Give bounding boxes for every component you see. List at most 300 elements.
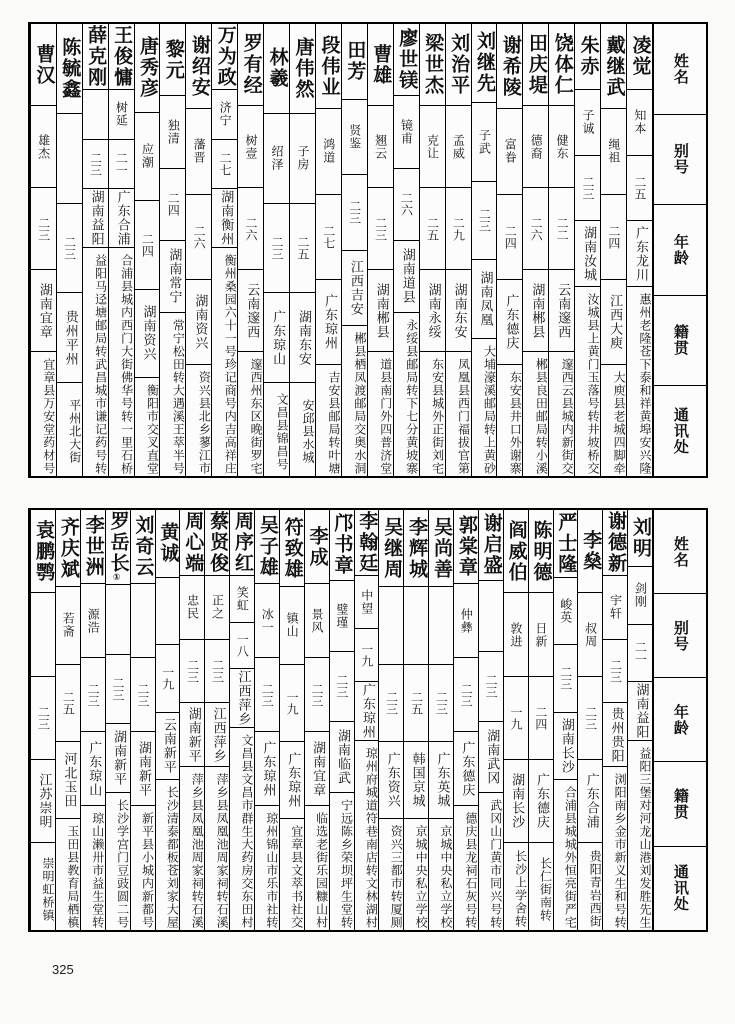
entry-native-place: 江苏崇明 (31, 760, 55, 843)
entry-native-place: 湖南常宁 (160, 241, 185, 313)
entry-age: 二六 (186, 195, 211, 280)
entry-native-place: 湖南东安 (290, 293, 315, 383)
entry-name: 谢绍安 (186, 24, 211, 109)
roster-entry-column (503, 510, 528, 930)
entry-address: 玉田县教育局栖槙 (65, 825, 80, 929)
entry-address: 资兴县北乡蓼江市 (197, 371, 212, 475)
header-address: 通讯处 (671, 864, 690, 913)
entry-age: 二四 (529, 677, 553, 760)
roster-entry-column (553, 510, 578, 930)
entry-age: 二三 (57, 204, 82, 294)
roster-entry-column (185, 24, 211, 476)
roster-entry-column (428, 510, 453, 930)
entry-alias: 若斋 (56, 587, 80, 664)
entry-alias: 中望 (355, 576, 379, 629)
entry-native-place: 湖南凤凰 (472, 260, 497, 339)
roster-entry-column (600, 24, 626, 476)
entry-address: 琼州府城道符巷南店转文林湖村 (364, 747, 379, 929)
entry-age: 二三 (454, 658, 478, 732)
entry-address: 衡州桑园六十一号珍记商号内吉高祥庄 (223, 254, 238, 475)
entry-alias: 璧瑾 (330, 581, 354, 652)
entry-name: 林羲 (264, 24, 289, 114)
entry-alias (479, 581, 503, 652)
entry-age: 二四 (601, 195, 626, 280)
entry-native-place: 湖南武冈 (479, 722, 503, 793)
entry-native-place: 湖南东安 (446, 270, 471, 352)
entry-alias: 绍泽 (264, 114, 289, 204)
roster-entry-column (602, 510, 627, 930)
entry-address: 宁远陈乡荣坝坪生堂转 (339, 799, 354, 929)
entry-name: 曹雄 (368, 24, 393, 106)
entry-alias (31, 593, 55, 676)
entry-name: 段伟业 (316, 24, 341, 109)
roster-entry-column (56, 24, 82, 476)
entry-name: 田芳 (342, 24, 367, 100)
entry-age: 二六 (523, 188, 548, 270)
entry-alias (57, 114, 82, 204)
entry-native-place: 江西吉安 (342, 251, 367, 327)
entry-age: 二三 (81, 658, 105, 732)
entry-alias: 源浩 (81, 584, 105, 658)
entry-alias: 克让 (420, 106, 445, 188)
entry-age: 二六 (394, 169, 419, 241)
header-column-upper (652, 24, 706, 476)
roster-entry-column (471, 24, 497, 476)
entry-native-place: 湖南益阳 (628, 682, 652, 741)
entry-native-place: 贵州贵阳 (603, 703, 627, 767)
entry-name: 严士隆 (554, 510, 578, 578)
entry-name: 刘继先 (472, 24, 497, 103)
entry-age: 一九 (355, 629, 379, 682)
entry-age: 二三 (205, 640, 229, 704)
roster-entry-column (254, 510, 279, 930)
entry-age: 二四 (160, 169, 185, 241)
entry-age: 二三 (31, 188, 56, 270)
entry-alias: 健东 (549, 106, 574, 188)
roster-entry-column (574, 24, 600, 476)
entry-address: 萍乡县凤凰池周家祠转石溪 (215, 773, 230, 930)
entry-age: 二三 (31, 677, 55, 760)
entry-native-place: 湖南衡州 (212, 189, 237, 248)
entry-name: 陈毓鑫 (57, 24, 82, 114)
entry-native-place: 广东资兴 (379, 742, 403, 819)
entry-alias: 孟威 (446, 106, 471, 188)
entry-native-place: 江西萍乡 (205, 703, 229, 767)
entry-name: 田庆堤 (523, 24, 548, 106)
entry-native-place: 湖南新平 (180, 703, 204, 767)
header-name: 姓名 (654, 24, 706, 115)
entry-age: 二一 (628, 625, 652, 682)
entry-name: 李翰廷 (356, 511, 379, 574)
entry-name: 谢启盛 (479, 510, 503, 581)
roster-entry-column (55, 510, 80, 930)
roster-entry-column (263, 24, 289, 476)
entry-alias (404, 587, 428, 664)
entry-address: 宜章县文萃书社交 (289, 825, 304, 929)
entry-native-place: 云南邃西 (238, 270, 263, 352)
entry-age: 二五 (56, 665, 80, 742)
entry-age: 二五 (290, 204, 315, 294)
entry-address: 合浦县城城外恒亮街严宅 (563, 786, 578, 929)
entry-name: 刘明 (628, 510, 652, 567)
entry-native-place: 云南新平 (156, 713, 180, 781)
roster-entry-column (30, 24, 56, 476)
header-address: 通讯处 (671, 407, 690, 456)
roster-entry-column (419, 24, 445, 476)
entry-age: 二三 (305, 658, 329, 732)
entry-name: 罗岳长 ① (106, 510, 130, 585)
roster-entry-column (626, 24, 652, 476)
entry-name: 李辉城 (404, 510, 428, 587)
entry-native-place: 云南邃西 (549, 270, 574, 352)
entry-native-place: 湖南宜章 (305, 732, 329, 806)
entry-address: 汝城县上黄门玉落号转井坡桥交 (586, 293, 601, 475)
entry-name-footnote-marker: ① (112, 573, 123, 583)
entry-name: 黎元 (160, 24, 185, 96)
entry-native-place: 湖南资兴 (135, 290, 160, 379)
entry-address: 郴县良田邮局转小溪 (534, 358, 549, 475)
entry-alias: 峻英 (554, 578, 578, 646)
entry-alias: 镇山 (280, 587, 304, 664)
entry-age: 一八 (230, 623, 254, 670)
entry-age: 二五 (627, 156, 652, 222)
entry-age: 一九 (156, 645, 180, 713)
roster-entry-column (80, 510, 105, 930)
entry-native-place: 广东琼州 (280, 742, 304, 819)
entry-native-place: 广东德庆 (497, 280, 522, 365)
entry-native-place: 广东琼州 (316, 280, 341, 365)
roster-entry-column (130, 510, 155, 930)
entry-native-place: 湖南郴县 (368, 270, 393, 352)
entry-address: 浏阳南乡金市新义生和号转 (613, 773, 628, 930)
roster-entry-column (237, 24, 263, 476)
entry-native-place: 韩国京城 (404, 742, 428, 819)
entry-alias: 子房 (290, 114, 315, 204)
entry-age: 二三 (379, 665, 403, 742)
entry-alias: 子诚 (575, 90, 600, 156)
entry-address: 新平县小城内新都号 (140, 812, 155, 929)
entry-native-place: 湖南益阳 (83, 189, 108, 248)
entry-address: 长沙学宫门豆豉圆二号 (115, 799, 130, 929)
roster-grid-upper (30, 24, 706, 476)
entry-name: 谢希陵 (497, 24, 522, 109)
entry-name: 朱赤 (575, 24, 600, 90)
roster-entry-column (204, 510, 229, 930)
entry-address: 文昌县文昌市群生大药房交东田村 (240, 734, 254, 929)
entry-age: 二七 (212, 140, 237, 190)
entry-alias: 藩晋 (186, 109, 211, 194)
header-alias: 别号 (654, 115, 706, 206)
entry-native-place: 广东琼州 (355, 682, 379, 741)
page-number: 325 (52, 962, 74, 977)
entry-age: 一九 (280, 665, 304, 742)
entry-address: 京城中央私立学校 (414, 825, 429, 929)
entry-alias: 敦进 (504, 593, 528, 676)
entry-address: 郴县栖凤渡邮局交奥水洞 (352, 332, 367, 475)
entry-alias: 德裔 (523, 106, 548, 188)
entry-native-place: 湖南汝城 (575, 221, 600, 287)
entry-address: 宜章县万安堂药材号 (41, 358, 56, 475)
entry-name: 符致雄 (280, 510, 304, 587)
entry-native-place: 湖南永绥 (420, 270, 445, 352)
entry-alias (106, 585, 130, 654)
entry-name: 唐伟然 (290, 24, 315, 114)
entry-name: 陈明德 (529, 510, 553, 593)
entry-name: 饶体仁 (549, 24, 574, 106)
entry-alias: 应潮 (135, 113, 160, 202)
entry-alias: 日新 (529, 593, 553, 676)
roster-entry-column (341, 24, 367, 476)
entry-age: 二三 (83, 140, 108, 190)
entry-address: 平州北大街 (67, 399, 82, 465)
entry-address: 崇明虹桥镇 (41, 856, 55, 922)
entry-alias: 叔周 (578, 593, 602, 676)
entry-age: 二二 (549, 188, 574, 270)
entry-age: 二六 (238, 188, 263, 270)
entry-address: 资兴三都市转厦厕 (389, 825, 404, 929)
entry-age: 二一 (109, 140, 134, 190)
entry-address: 永绥县邮局转下七分黄坡寨 (404, 319, 419, 475)
roster-entry-column (105, 510, 130, 930)
entry-name: 郭棠章 (454, 510, 478, 584)
entry-address: 长沙清泰都板苍刘家大屋 (165, 786, 180, 929)
entry-name: 齐庆斌 (56, 510, 80, 587)
entry-address: 惠州老隆苍下泰和祥黄埠安兴隆 (638, 293, 652, 475)
entry-age: 二三 (368, 188, 393, 270)
entry-age: 二四 (135, 201, 160, 290)
entry-name: 邝书章 (330, 510, 354, 581)
roster-entry-column (211, 24, 237, 476)
entry-age: 二三 (264, 204, 289, 294)
entry-age: 二三 (180, 640, 204, 704)
entry-address: 萍乡县凤凰池周家祠转石溪 (190, 773, 205, 930)
entry-name: 吴子雄 (255, 510, 279, 584)
entry-alias: 独清 (160, 96, 185, 168)
entry-address: 长沙上学舍转 (513, 850, 528, 929)
entry-native-place: 湖南新平 (106, 724, 130, 793)
entry-alias: 笑虹 (230, 576, 254, 623)
entry-name: 周序红 (232, 511, 255, 574)
entry-address: 琼山濑卅市益生堂转 (90, 812, 105, 929)
entry-name: 李成 (305, 510, 329, 584)
entry-native-place: 广东琼山 (81, 732, 105, 806)
entry-native-place: 河北玉田 (56, 742, 80, 819)
entry-alias: 子武 (472, 103, 497, 182)
entry-name: 梁世杰 (420, 24, 445, 106)
entry-address: 合浦县城内西门大街佛华号转一里石桥 (119, 254, 134, 475)
entry-alias: 宇轩 (603, 576, 627, 640)
entry-age: 二四 (497, 195, 522, 280)
entry-age: 二三 (255, 658, 279, 732)
roster-entry-column (279, 510, 304, 930)
entry-native-place: 广东合浦 (109, 189, 134, 248)
entry-address: 贵阳青岩西街 (588, 850, 603, 929)
entry-age: 二三 (554, 645, 578, 713)
entry-alias (156, 578, 180, 646)
entry-alias: 剑刚 (628, 567, 652, 624)
roster-grid-lower (30, 510, 706, 930)
roster-entry-column (315, 24, 341, 476)
entry-address: 常宁松田转大遇溪王萃半号 (171, 319, 186, 475)
entry-alias (131, 584, 155, 658)
roster-entry-column (627, 510, 652, 930)
header-name: 姓名 (654, 510, 706, 594)
entry-name: 吴继周 (379, 510, 403, 587)
entry-native-place: 广东德庆 (529, 760, 553, 843)
roster-entry-column (445, 24, 471, 476)
entry-native-place: 广东合浦 (578, 760, 602, 843)
entry-native-place: 湖南资兴 (186, 280, 211, 365)
entry-alias: 济宁 (212, 90, 237, 140)
entry-name: 谢德新 (605, 511, 628, 574)
entry-name: 周心端 (182, 511, 205, 574)
roster-entry-column (354, 510, 379, 930)
roster-table-upper (28, 22, 708, 478)
entry-age: 二三 (472, 182, 497, 261)
entry-native-place: 湖南宜章 (31, 270, 56, 352)
entry-address: 邃西州东区晚街罗宅 (249, 358, 264, 475)
entry-address: 益阳马迳塘邮局转武昌城市谦记药号转 (93, 254, 108, 475)
roster-entry-column (329, 510, 354, 930)
entry-alias: 忠民 (180, 576, 204, 640)
entry-address: 琼州锦山市乐市社转 (264, 812, 279, 929)
roster-entry-column (577, 510, 602, 930)
header-column-lower (652, 510, 706, 930)
entry-alias (379, 587, 403, 664)
entry-age: 二三 (330, 652, 354, 723)
entry-address: 德庆县龙祠石灰号转 (463, 812, 478, 929)
entry-address: 吉安县邮局转叶塘 (326, 371, 341, 475)
entry-age: 二三 (342, 175, 367, 251)
roster-entry-column (82, 24, 108, 476)
entry-native-place: 广东琼山 (264, 293, 289, 383)
entry-name: 万为政 (212, 24, 237, 90)
entry-age: 二七 (316, 195, 341, 280)
entry-address: 文昌县锦昌号 (275, 392, 290, 471)
entry-alias: 树壹 (238, 106, 263, 188)
entry-address: 益阳三堡对河龙山港刘发胜先生 (638, 746, 652, 929)
roster-entry-column (393, 24, 419, 476)
entry-name: 薛克刚 (83, 24, 108, 90)
entry-address: 道县南门外四普济堂 (378, 358, 393, 475)
roster-entry-column (367, 24, 393, 476)
entry-address: 东安县城外正街刘宅 (430, 358, 445, 475)
entry-native-place: 广东龙川 (627, 221, 652, 287)
header-native: 籍贯 (654, 296, 706, 387)
entry-alias (83, 90, 108, 140)
entry-name: 曹汉 (31, 24, 56, 106)
entry-age: 一九 (504, 677, 528, 760)
entry-age: 二三 (106, 655, 130, 724)
entry-age: 二三 (131, 658, 155, 732)
entry-address: 长仁街南转 (538, 856, 553, 922)
entry-name: 刘奇云 (131, 510, 155, 584)
roster-entry-column (378, 510, 403, 930)
entry-name: 王俊慵 (109, 24, 134, 90)
entry-name: 李世洲 (81, 510, 105, 584)
entry-native-place: 湖南道县 (394, 241, 419, 313)
entry-alias: 正之 (205, 576, 229, 640)
header-age: 年龄 (654, 205, 706, 296)
entry-age: 二三 (603, 640, 627, 704)
roster-entry-column (528, 510, 553, 930)
entry-name: 凌觉 (627, 24, 652, 90)
entry-native-place: 江西大庾 (601, 280, 626, 365)
entry-name: 吴尚善 (429, 510, 453, 587)
entry-alias: 鸿道 (316, 109, 341, 194)
entry-native-place: 湖南长沙 (554, 713, 578, 781)
roster-entry-column (496, 24, 522, 476)
header-alias: 别号 (654, 594, 706, 678)
entry-name: 唐秀彦 (135, 24, 160, 113)
entry-alias: 冰一 (255, 584, 279, 658)
header-age: 年龄 (654, 678, 706, 762)
entry-age: 二九 (446, 188, 471, 270)
entry-address: 东安县井口外谢寨 (508, 371, 523, 475)
roster-table-lower (28, 508, 708, 932)
entry-alias: 贤鉴 (342, 100, 367, 176)
entry-age: 二五 (404, 665, 428, 742)
entry-address: 大埔濠溪邮局转上黄砂 (482, 345, 497, 475)
entry-alias: 富眷 (497, 109, 522, 194)
roster-entry-column (159, 24, 185, 476)
roster-entry-column (522, 24, 548, 476)
entry-native-place: 湖南临武 (330, 722, 354, 793)
entry-alias (429, 587, 453, 664)
roster-entry-column (134, 24, 160, 476)
entry-name: 阎威伯 (504, 510, 528, 593)
roster-entry-column (108, 24, 134, 476)
entry-address: 邃西云县城内新街交 (560, 358, 575, 475)
roster-entry-column (403, 510, 428, 930)
entry-native-place: 广东德庆 (454, 732, 478, 806)
entry-native-place: 湖南郴县 (523, 270, 548, 352)
entry-native-place: 广东英城 (429, 742, 453, 819)
entry-address: 安邱县水城 (301, 399, 316, 465)
entry-alias: 翘云 (368, 106, 393, 188)
roster-entry-column (30, 510, 55, 930)
entry-address: 衡阳市交叉直堂 (145, 384, 160, 475)
roster-entry-column (229, 510, 254, 930)
entry-name: 罗有经 (238, 24, 263, 106)
entry-address: 武冈山门黄市同兴号转 (488, 799, 503, 929)
entry-address: 凤凰县西门福拔官第 (456, 358, 471, 475)
entry-age: 二三 (429, 665, 453, 742)
entry-name: 蔡贤俊 (207, 511, 230, 574)
header-native: 籍贯 (654, 762, 706, 846)
entry-name: 廖世镁 (394, 24, 419, 96)
entry-age: 二三 (479, 652, 503, 723)
entry-alias: 绳祖 (601, 109, 626, 194)
entry-name: 黄诚 (156, 510, 180, 578)
entry-address: 临选老街乐园糠山村 (314, 812, 329, 929)
entry-age: 二三 (575, 156, 600, 222)
entry-address: 大庾县老城四脚牵 (612, 371, 627, 475)
entry-age: 二五 (420, 188, 445, 270)
entry-name: 袁鹏鹗 (31, 510, 55, 593)
roster-entry-column (478, 510, 503, 930)
entry-native-place: 湖南新平 (131, 732, 155, 806)
entry-address: 京城中央私立学校 (439, 825, 453, 929)
entry-alias: 景风 (305, 584, 329, 658)
entry-age: 二三 (578, 677, 602, 760)
entry-alias: 树延 (109, 90, 134, 140)
entry-alias: 仲彝 (454, 584, 478, 658)
entry-native-place: 广东琼州 (255, 732, 279, 806)
roster-entry-column (179, 510, 204, 930)
entry-alias: 雄杰 (31, 106, 56, 188)
entry-native-place: 湖南长沙 (504, 760, 528, 843)
